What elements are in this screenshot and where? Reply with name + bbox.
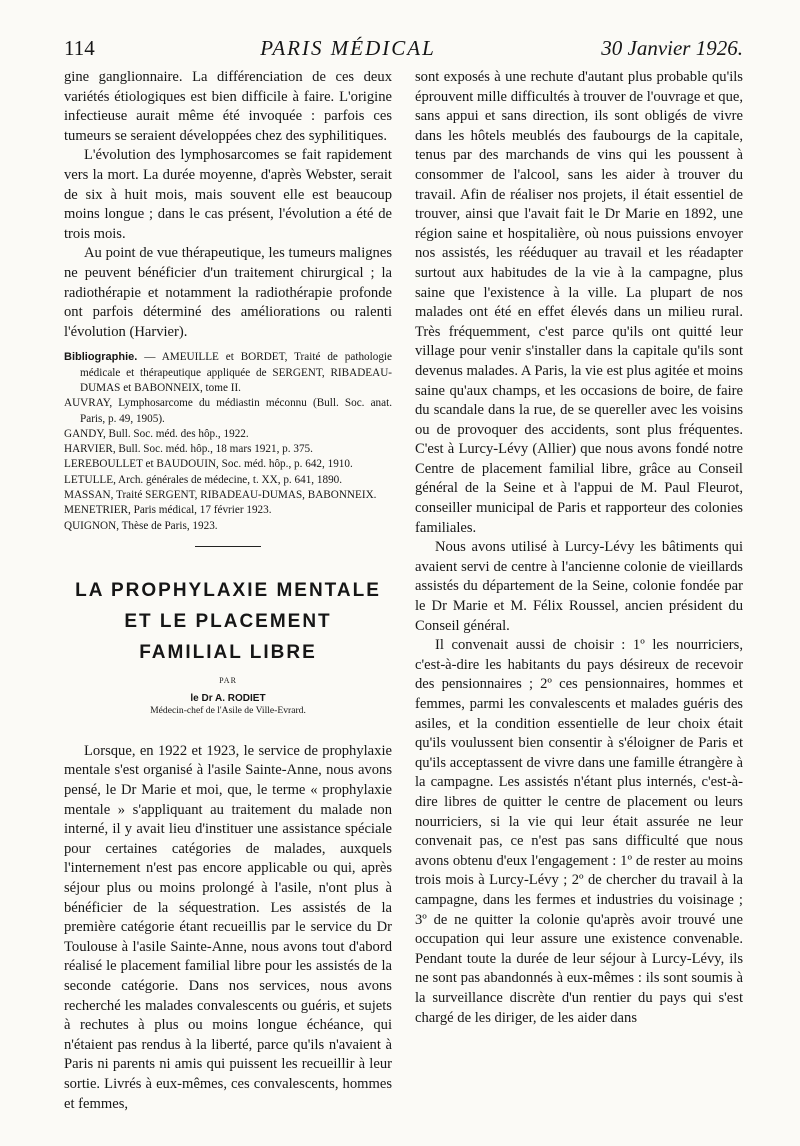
author-affiliation: Médecin-chef de l'Asile de Ville-Evrard. <box>150 704 306 716</box>
bibliography-entry-9: QUIGNON, Thèse de Paris, 1923. <box>64 519 218 532</box>
running-header <box>64 36 743 66</box>
left-paragraph-3: Au point de vue thérapeutique, les tumeurs malignes ne peuvent bénéficier d'un traitement chirurgical ; la radiothérapie et notamment la radiothérapie profonde ont parfois déterminé des améliorations ou ralenti l'évolution (Harvier). <box>64 245 392 340</box>
bibliography-entry-5: LEREBOULLET et BAUDOUIN, Soc. méd. hôp., p. 642, 1910. <box>64 458 353 471</box>
two-column-body <box>64 68 743 1114</box>
issue-date: 30 Janvier 1926. <box>601 36 743 60</box>
article-title-line-1: LA PROPHYLAXIE MENTALE <box>75 579 381 601</box>
left-paragraph-1: gine ganglionnaire. La différenciation de ces deux variétés étiologiques est bien difficile à faire. L'origine infectieuse aurait même été invoquée : parfois ces tumeurs se seraient développées chez des syphilitiques. <box>64 69 392 144</box>
bibliography-label: Bibliographie. <box>64 351 138 364</box>
article-paragraph-1: Lorsque, en 1922 et 1923, le service de prophylaxie mentale s'est organisé à l'asile Sainte-Anne, nous avons pensé, le Dr Marie et moi, que, le terme « prophylaxie mentale » s'appliquant au traitement du malade non interné, il y avait lieu d'instituer une assistance spéciale pour certaines catégories de malades, auxquels l'internement n'est pas encore applicable ou qui, après séjour plus ou moins prolongé à l'asile, n'ont plus à bénéficier de la séquestration. Les assistés de la première catégorie étant recueillis par le service du Dr Toulouse à l'asile Sainte-Anne, nous avons tout d'abord réalisé le placement familial libre pour les assistés de la seconde catégorie. Dans nos services, nous avons recherché les malades convalescents ou guéris, et sujets à rechutes à plus ou moins longue échéance, qui n'étaient pas rendus à la liberté, parce qu'ils n'avaient à Paris ni parents ni amis qui puissent les recueillir à leur sortie. Livrés à eux-mêmes, ces convalescents, hommes et femmes, <box>64 742 392 1112</box>
bibliography-entry-7: MASSAN, Traité SERGENT, RIBADEAU-DUMAS, BABONNEIX. <box>64 488 377 501</box>
byline-par: PAR <box>219 675 237 685</box>
left-paragraph-2: L'évolution des lymphosarcomes se fait rapidement vers la mort. La durée moyenne, d'après Webster, serait de six à huit mois, mais souvent elle est beaucoup moins longue ; dans le cas présent, l'évolution a été de trois mois. <box>64 147 392 242</box>
page-number: 114 <box>64 36 95 60</box>
bibliography-entry-6: LETULLE, Arch. générales de médecine, t. XX, p. 641, 1890. <box>64 473 343 486</box>
article-title-line-3: FAMILIAL LIBRE <box>139 641 317 663</box>
right-paragraph-1: sont exposés à une rechute d'autant plus probable qu'ils éprouvent mille difficultés à trouver de l'ouvrage et que, sans appui et sans direction, ils sont obligés de vivre dans les hôtels meublés des faubourgs de la capitale, tenus par des marchands de vins qui les poussent à consommer de l'alcool, sans les aider à trouver du travail. Afin de réaliser nos projets, il était essentiel de trouver, ainsi que l'avait fait le Dr Marie en 1892, une région saine et hospitalière, où nous puissions envoyer nos assistés, les rééduquer au travail et les réadapter surtout aux habitudes de la vie à la campagne, plus saine que l'existence à la ville. La plupart de nos malades ont été en effet élevés dans un milieu rural. Très fréquemment, c'est parce qu'ils ont quitté leur village pour venir s'installer dans la capitale qu'ils sont devenus malades. A Paris, la vie est plus agitée et moins saine qu'aux champs, et les occasions de boire, de faire du scandale dans la rue, de se quereller avec les voisins ou de provoquer des accidents, sont plus fréquentes. C'est à Lurcy-Lévy (Allier) que nous avons fondé notre Centre de placement familial libre, grâce au Conseil général de la Seine et à l'appui de M. Paul Fleurot, conseiller municipal de Paris et rapporteur des colonies familiales. <box>415 69 743 536</box>
bibliography-entry-8: MENETRIER, Paris médical, 17 février 1923. <box>64 504 272 517</box>
bibliography <box>64 350 392 534</box>
right-paragraph-3: Il convenait aussi de choisir : 1º les nourriciers, c'est-à-dire les habitants du pays désireux de recevoir des pensionnaires ; 2º ces pensionnaires, hommes et femmes, parmi les convalescents et malades guéris des asiles, et la condition essentielle de leur choix était qu'ils voulussent bien consentir à s'éloigner de Paris et qu'ils acceptassent de vivre dans une famille étrangère à la campagne. Les assistés n'étant plus internés, c'est-à-dire libres de quitter le centre de placement ou leurs nourriciers, si la vie qui leur était assurée ne leur convenait pas, ce n'est pas sans difficulté que nous avons obtenu d'eux l'engagement : 1º de rester au moins trois mois à Lurcy-Lévy ; 2º de chercher du travail à la campagne, dans les fermes et industries du voisinage ; 3º de ne quitter la colonie qu'après avoir trouvé une occupation qui leur assure une existence convenable. Pendant toute la durée de leur séjour à Lurcy-Lévy, ils ne sont pas abandonnés à eux-mêmes : ils sont soumis à la surveillance discrète d'un rentier du pays qui s'est chargé de les diriger, de les aider dans <box>415 637 743 1026</box>
bibliography-entry-2: AUVRAY, Lymphosarcome du médiastin méconnu (Bull. Soc. anat. Paris, p. 49, 1905). <box>64 397 392 425</box>
bibliography-entry-3: GANDY, Bull. Soc. méd. des hôp., 1922. <box>64 427 249 440</box>
left-column <box>64 68 392 1114</box>
right-column <box>415 68 743 1114</box>
article-title <box>64 575 392 668</box>
right-paragraph-2: Nous avons utilisé à Lurcy-Lévy les bâtiments qui avaient servi de centre à l'ancienne colonie de vieillards assistés du département de la Seine, colonie fondée par le Dr Marie et M. Félix Roussel, ancien président du Conseil général. <box>415 539 743 634</box>
article-title-line-2: ET LE PLACEMENT <box>124 610 332 632</box>
bibliography-entry-4: HARVIER, Bull. Soc. méd. hôp., 18 mars 1921, p. 375. <box>64 443 313 456</box>
bibliography-entry-1: Bibliographie. — AMEUILLE et BORDET, Traité de pathologie médicale et thérapeutique appliquée de SERGENT, RIBADEAU-DUMAS et BABONNEIX, tome II. <box>64 351 392 394</box>
article-author: le Dr A. RODIET <box>190 692 266 704</box>
journal-title: PARIS MÉDICAL <box>260 36 436 60</box>
section-divider <box>195 546 261 547</box>
